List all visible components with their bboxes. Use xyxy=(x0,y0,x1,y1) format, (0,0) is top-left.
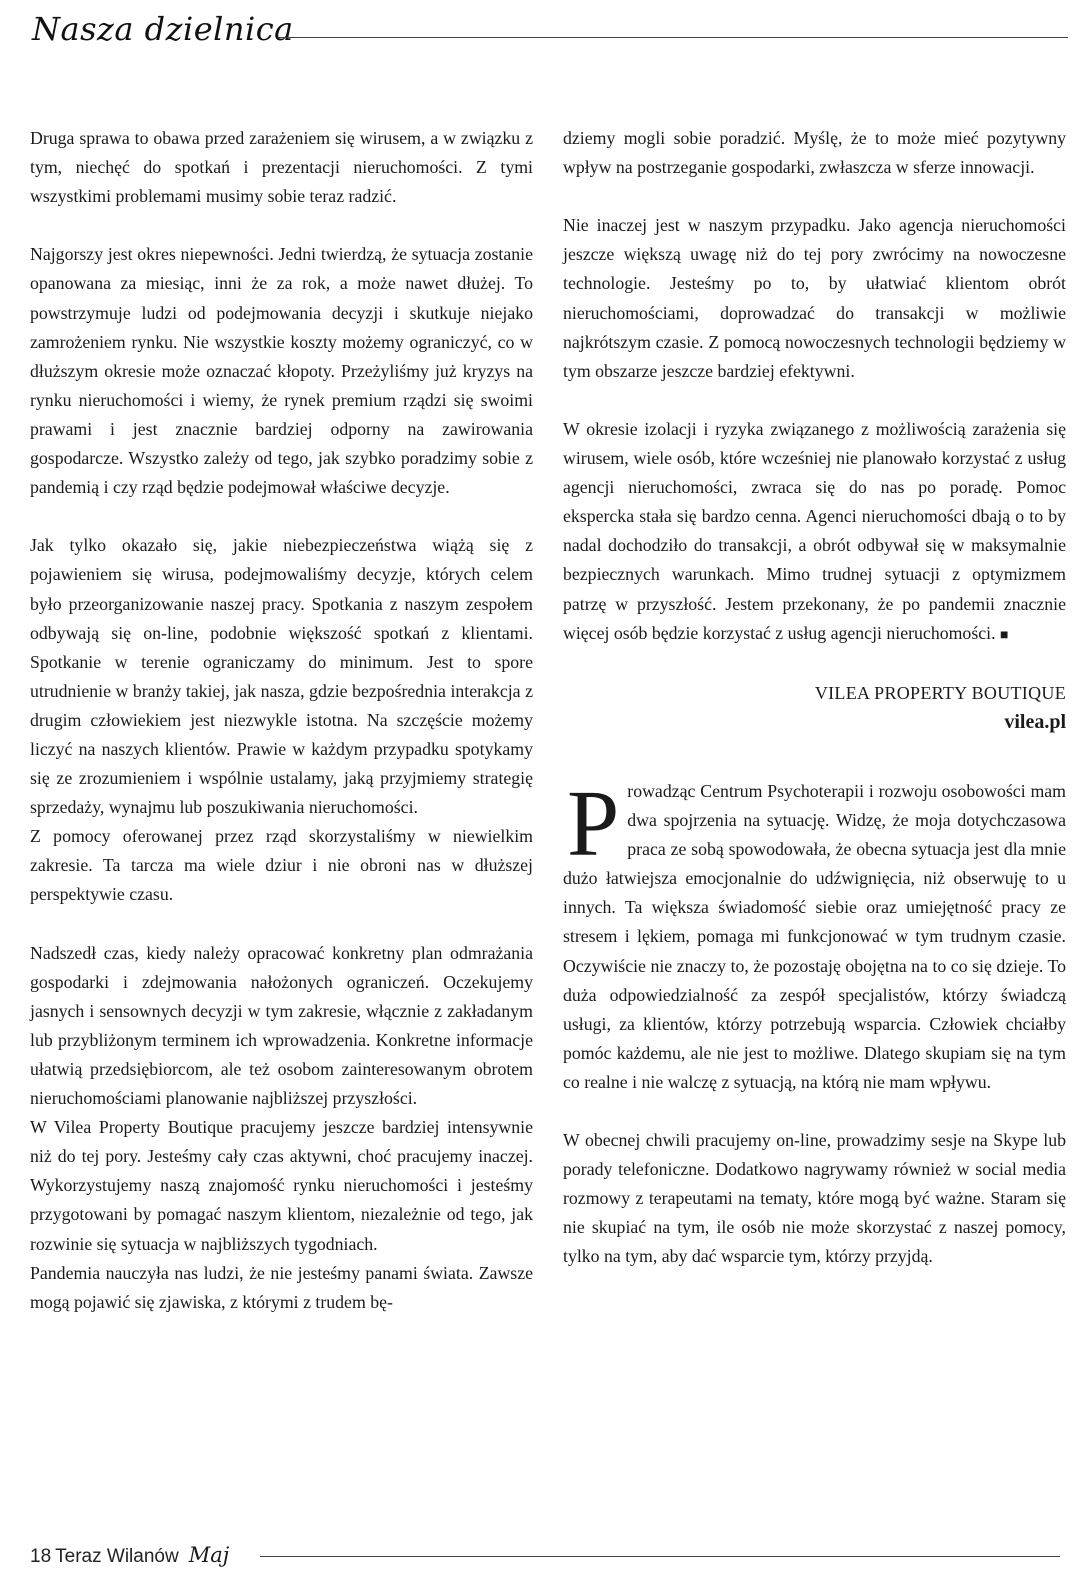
paragraph-gap xyxy=(30,211,533,240)
article-signature xyxy=(563,679,1066,737)
end-of-article-mark: ■ xyxy=(999,627,1009,643)
footer-text xyxy=(30,1543,229,1568)
paragraph-text: W okresie izolacji i ryzyka związanego z możliwością zarażenia się wirusem, wiele osób, które wcześniej nie planowało korzystać z usług agencji nieruchomości, zwraca się do nas po poradę. Pomoc ekspercka stała się bardzo cenna. Agenci nieruchomości dbają o to by nadal dochodziło do transakcji, a obrót odbywał się w maksymalnie bezpiecznych warunkach. Mimo trudnej sytuacji z optymizmem patrzę w przyszłość. Jestem przekonany, że po pandemii znacznie więcej osób będzie korzystać z usług agencji nieruchomości. xyxy=(563,418,1066,643)
paragraph: Nie inaczej jest w naszym przypadku. Jako agencja nieruchomości jeszcze większą uwagę niż do tej pory zwrócimy na nowoczesne technologie. Jesteśmy po to, by ułatwiać klientom obrót nieruchomościami, doprowadzać do transakcji w możliwie najkrótszym czasie. Z pomocą nowoczesnych technologii będziemy w tym obszarze jeszcze bardziej efektywni. xyxy=(563,215,1066,381)
drop-cap: P xyxy=(567,771,620,876)
section-title: Nasza dzielnica xyxy=(32,10,294,48)
paragraph-gap xyxy=(563,182,1066,211)
paragraph: Najgorszy jest okres niepewności. Jedni twierdzą, że sytuacja zostanie opanowana za miesiąc, inni że za rok, a może nawet dłużej. To powstrzymuje ludzi od podejmowania decyzji i skutkuje niejako zamrożeniem rynku. Nie wszystkie koszty możemy ograniczyć, co w dłuższym okresie może oznaczać kłopoty. Przeżyliśmy już kryzys na rynku nieruchomości i wiemy, że rynek premium rządzi się swoimi prawami i jest znacznie bardziej odporny na zawirowania gospodarcze. Wszystko zależy od tego, jak szybko poradzimy sobie z pandemią i czy rząd będzie podejmował właściwe decyzje. xyxy=(30,244,533,498)
paragraph: W obecnej chwili pracujemy on-line, prowadzimy sesje na Skype lub porady telefoniczne. Dodatkowo nagrywamy również w social media rozmowy z terapeutami na tematy, które mogą być ważne. Staram się nie skupiać na tym, ile osób nie może skorzystać z naszej pomocy, tylko na tym, aby dać wsparcie tym, którzy przyjdą. xyxy=(563,1130,1066,1267)
paragraph: Z pomocy oferowanej przez rząd skorzystaliśmy w niewielkim zakresie. Ta tarcza ma wiele dziur i nie obroni nas w dłuższej perspektywie czasu. xyxy=(30,826,533,905)
left-column xyxy=(30,124,533,1317)
article-gap xyxy=(563,737,1066,777)
issue-month: Maj xyxy=(188,1543,230,1567)
paragraph: Pandemia nauczyła nas ludzi, że nie jesteśmy panami świata. Zawsze mogą pojawić się zjawiska, z którymi z trudem bę- xyxy=(30,1262,533,1312)
paragraph-gap xyxy=(30,502,533,531)
paragraph: dziemy mogli sobie poradzić. Myślę, że to może mieć pozytywny wpływ na postrzeganie gospodarki, zwłaszcza w sferze innowacji. xyxy=(563,128,1066,178)
paragraph: W Vilea Property Boutique pracujemy jeszcze bardziej intensywnie niż do tej pory. Jesteśmy cały czas aktywni, choć pracujemy inaczej. Wykorzystujemy naszą znajomość rynku nieruchomości i jesteśmy przygotowani by pomagać naszym klientom, niezależnie od tego, jak rozwinie się sytuacja w najbliższych tygodniach. xyxy=(30,1117,533,1254)
page-number: 18 xyxy=(30,1546,52,1567)
paragraph-gap xyxy=(30,910,533,939)
paragraph: Jak tylko okazało się, jakie niebezpieczeństwa wiążą się z pojawieniem się wirusa, podejmowaliśmy decyzje, których celem było przeorganizowanie naszej pracy. Spotkania z naszym zespołem odbywają się on-line, podobnie większość spotkań z klientami. Spotkanie w terenie ograniczamy do minimum. Jest to spore utrudnienie w branży takiej, jak nasza, gdzie bezpośrednia interakcja z drugim człowiekiem jest niezwykle istotna. Na szczęście możemy liczyć na naszych klientów. Prawie w każdym przypadku spotykamy się ze zrozumieniem i wspólnie ustalamy, jaką przyjmiemy strategię sprzedaży, wynajmu lub poszukiwania nieruchomości. xyxy=(30,535,533,818)
paragraph-with-end-mark xyxy=(563,415,1066,650)
signature-company: VILEA PROPERTY BOUTIQUE xyxy=(814,682,1066,703)
paragraph-gap xyxy=(563,386,1066,415)
right-column xyxy=(563,124,1066,1272)
paragraph: Druga sprawa to obawa przed zarażeniem się wirusem, a w związku z tym, niechęć do spotkań i prezentacji nieruchomości. Z tymi wszystkimi problemami musimy sobie teraz radzić. xyxy=(30,128,533,207)
paragraph-gap xyxy=(563,1097,1066,1126)
page-header xyxy=(28,6,1068,50)
magazine-name: Teraz Wilanów xyxy=(55,1546,179,1567)
paragraph-text: rowadząc Centrum Psychoterapii i rozwoju osobowości mam dwa spojrzenia na sytuację. Widzę, że moja dotychczasowa praca ze sobą spowodowała, że obecna sytuacja jest dla mnie dużo łatwiejsza emocjonalnie do udźwignięcia, niż obserwuję to u innych. Ta większa świadomość siebie oraz umiejętność pracy ze stresem i lękiem, pomaga mi funkcjonować w tym trudnym czasie. Oczywiście nie znaczy to, że pozostaję obojętna na to co się dzieje. To duża odpowiedzialność za zespół specjalistów, którzy świadczą usługi, za klientów, którzy potrzebują wsparcia. Człowiek chciałby pomóc każdemu, ale nie jest to możliwe. Dlatego skupiam się na tym co realne i nie walczę z sytuacją, na którą nie mam wpływu. xyxy=(563,780,1066,1092)
footer-rule xyxy=(260,1556,1060,1557)
paragraph-with-dropcap xyxy=(563,771,1066,1097)
signature-url: vilea.pl xyxy=(1004,710,1066,733)
header-rule xyxy=(278,37,1068,38)
paragraph: Nadszedł czas, kiedy należy opracować konkretny plan odmrażania gospodarki i zdejmowania nałożonych ograniczeń. Oczekujemy jasnych i sensownych decyzji w tym zakresie, włącznie z zakładanym lub przybliżonym terminem ich wprowadzenia. Konkretne informacje ułatwią przedsiębiorcom, ale też osobom zainteresowanym obrotem nieruchomościami planowanie najbliższej przyszłości. xyxy=(30,942,533,1109)
page-footer xyxy=(30,1537,1060,1577)
paragraph-gap xyxy=(563,650,1066,679)
